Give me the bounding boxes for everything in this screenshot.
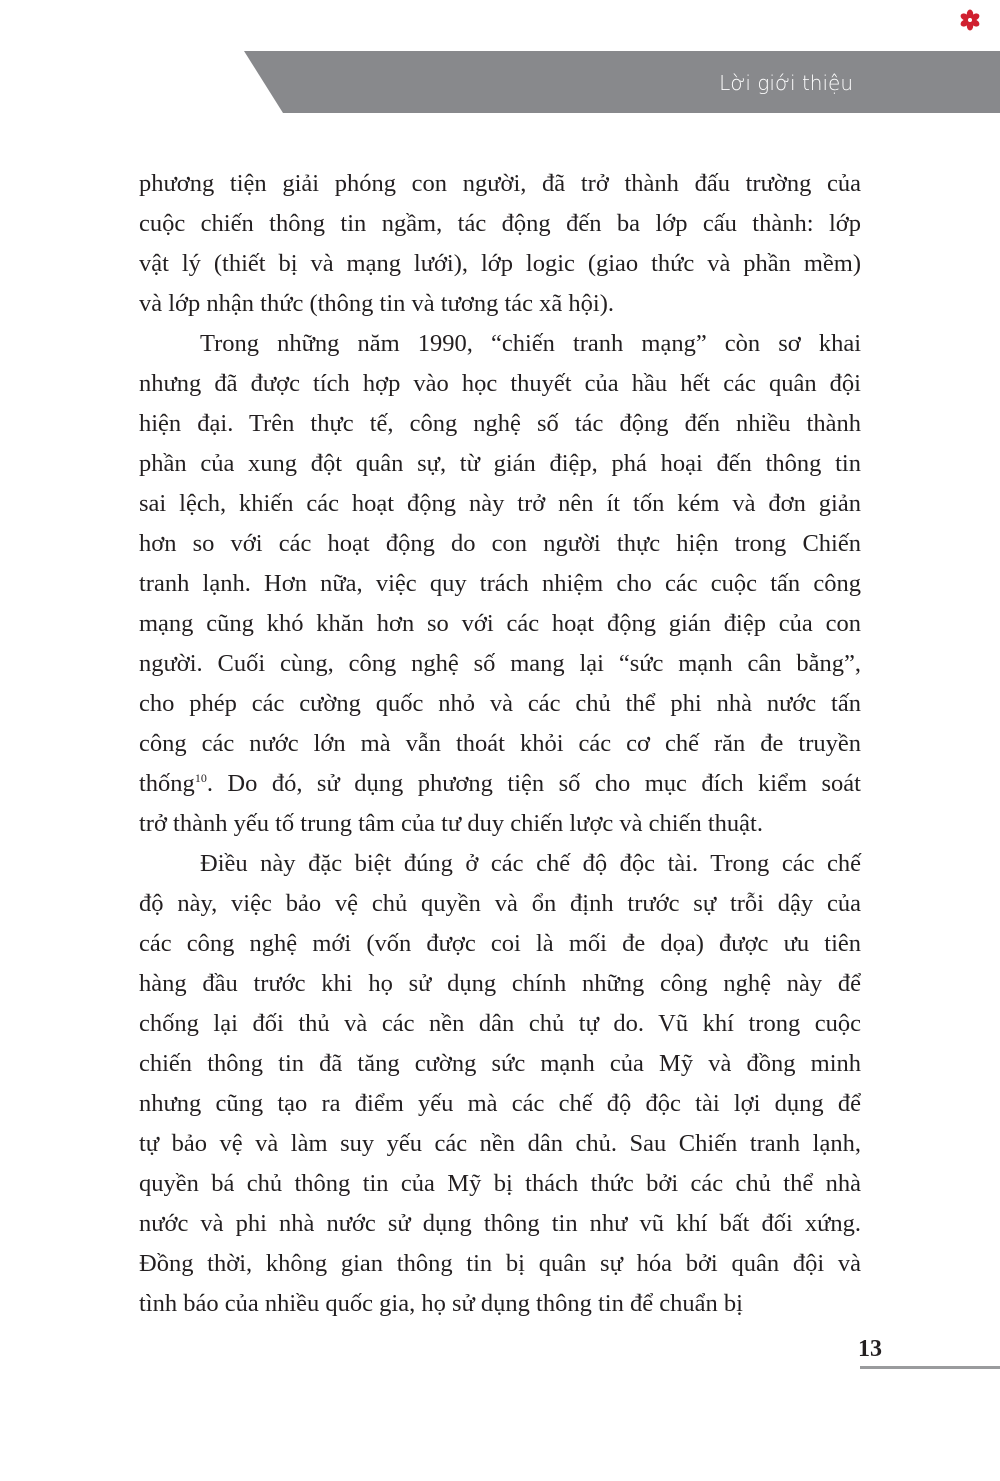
text-line: Đồng thời, không gian thông tin bị quân sự hóa bởi quân đội và xyxy=(139,1250,861,1277)
text-line: tự bảo vệ và làm suy yếu các nền dân chủ. Sau Chiến tranh lạnh, xyxy=(139,1130,861,1157)
text-fragment: . Do đó, sử dụng phương tiện số cho mục đích kiểm soát xyxy=(206,770,861,797)
paragraph-2 xyxy=(139,324,861,844)
paragraph-1 xyxy=(139,164,861,324)
text-line: hơn so với các hoạt động do con người thực hiện trong Chiến xyxy=(139,530,861,557)
text-line: vật lý (thiết bị và mạng lưới), lớp logic (giao thức và phần mềm) xyxy=(139,250,861,277)
text-line: chống lại đối thủ và các nền dân chủ tự do. Vũ khí trong cuộc xyxy=(139,1010,861,1037)
red-flower-icon xyxy=(959,9,981,31)
footer-rule xyxy=(860,1366,1000,1369)
text-line: nhưng đã được tích hợp vào học thuyết của hầu hết các quân đội xyxy=(139,370,861,397)
text-line: và lớp nhận thức (thông tin và tương tác xã hội). xyxy=(139,290,614,317)
chapter-title: Lời giới thiệu xyxy=(719,71,853,95)
text-line xyxy=(139,764,861,804)
text-line: cuộc chiến thông tin ngầm, tác động đến ba lớp cấu thành: lớp xyxy=(139,210,861,237)
text-line: độ này, việc bảo vệ chủ quyền và ổn định trước sự trỗi dậy của xyxy=(139,890,861,917)
text-line: chiến thông tin đã tăng cường sức mạnh của Mỹ và đồng minh xyxy=(139,1050,861,1077)
text-line: người. Cuối cùng, công nghệ số mang lại “sức mạnh cân bằng”, xyxy=(139,650,861,677)
text-line: phương tiện giải phóng con người, đã trở thành đấu trường của xyxy=(139,170,861,197)
text-line: nước và phi nhà nước sử dụng thông tin như vũ khí bất đối xứng. xyxy=(139,1210,861,1237)
text-line: quyền bá chủ thông tin của Mỹ bị thách thức bởi các chủ thể nhà xyxy=(139,1170,861,1197)
paragraph-3 xyxy=(139,844,861,1324)
text-line: nhưng cũng tạo ra điểm yếu mà các chế độ độc tài lợi dụng để xyxy=(139,1090,861,1117)
page-number: 13 xyxy=(858,1336,882,1362)
chapter-header-band xyxy=(244,51,1000,113)
text-line: cho phép các cường quốc nhỏ và các chủ thể phi nhà nước tấn xyxy=(139,690,861,717)
text-line: phần của xung đột quân sự, từ gián điệp, phá hoại đến thông tin xyxy=(139,450,861,477)
text-line: tranh lạnh. Hơn nữa, việc quy trách nhiệm cho các cuộc tấn công xyxy=(139,570,861,597)
text-line: công các nước lớn mà vẫn thoát khỏi các cơ chế răn đe truyền xyxy=(139,730,861,757)
text-line: Trong những năm 1990, “chiến tranh mạng” còn sơ khai xyxy=(200,330,861,357)
text-line: hàng đầu trước khi họ sử dụng chính những công nghệ này để xyxy=(139,970,861,997)
body-text xyxy=(139,164,861,1324)
text-line: sai lệch, khiến các hoạt động này trở nên ít tốn kém và đơn giản xyxy=(139,490,861,517)
text-line: trở thành yếu tố trung tâm của tư duy chiến lược và chiến thuật. xyxy=(139,810,763,837)
text-line: tình báo của nhiều quốc gia, họ sử dụng thông tin để chuẩn bị xyxy=(139,1290,743,1317)
text-line: Điều này đặc biệt đúng ở các chế độ độc tài. Trong các chế xyxy=(200,850,861,877)
text-line: mạng cũng khó khăn hơn so với các hoạt động gián điệp của con xyxy=(139,610,861,637)
text-line: các công nghệ mới (vốn được coi là mối đe dọa) được ưu tiên xyxy=(139,930,861,957)
footnote-reference[interactable]: 10 xyxy=(194,771,207,785)
text-line: hiện đại. Trên thực tế, công nghệ số tác động đến nhiều thành xyxy=(139,410,861,437)
text-fragment: thống xyxy=(139,770,195,797)
